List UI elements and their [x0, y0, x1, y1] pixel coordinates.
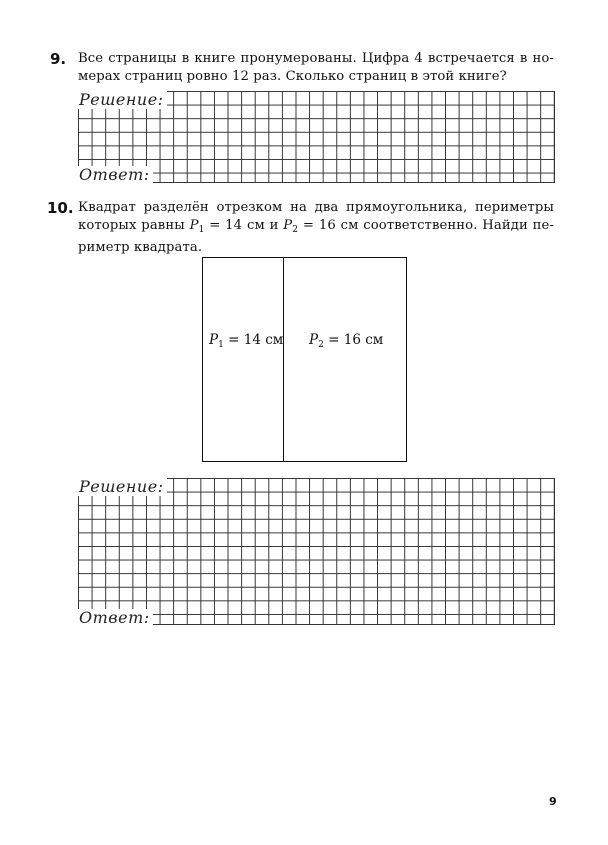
problem-9-number: 9. [50, 50, 67, 68]
problem-9-line-2: мерах страниц ровно 12 раз. Сколько страниц в этой книге? [78, 69, 507, 84]
problem-10-line-1: Квадрат разделён отрезком на два прямоугольника, периметры [78, 200, 554, 215]
square-figure [202, 257, 407, 462]
problem-10-line-3: риметр квадрата. [78, 240, 203, 255]
problem-9-answer-label: Ответ: [78, 166, 153, 184]
problem-10-answer-label: Ответ: [78, 609, 153, 627]
problem-10-line-2: которых равны $P_1 = 14$ см и $P_2 = 16$ см соответственно. Найди пе- [78, 218, 555, 235]
problem-10-solution-label: Решение: [78, 478, 167, 496]
problem-10-text [78, 199, 554, 257]
problem-9-text [78, 50, 554, 86]
problem-10-solution-grid[interactable] [78, 478, 555, 625]
right-rectangle-label: $P_2 = 16$ см [309, 332, 384, 350]
problem-9-solution-label: Решение: [78, 91, 167, 109]
page-number: 9 [549, 795, 557, 808]
problem-9-line-1: Все страницы в книге пронумерованы. Цифра 4 встречается в но- [78, 51, 554, 66]
dividing-segment [283, 258, 284, 461]
left-rectangle-label: $P_1 = 14$ см [209, 332, 284, 350]
problem-10-number: 10. [47, 199, 74, 217]
